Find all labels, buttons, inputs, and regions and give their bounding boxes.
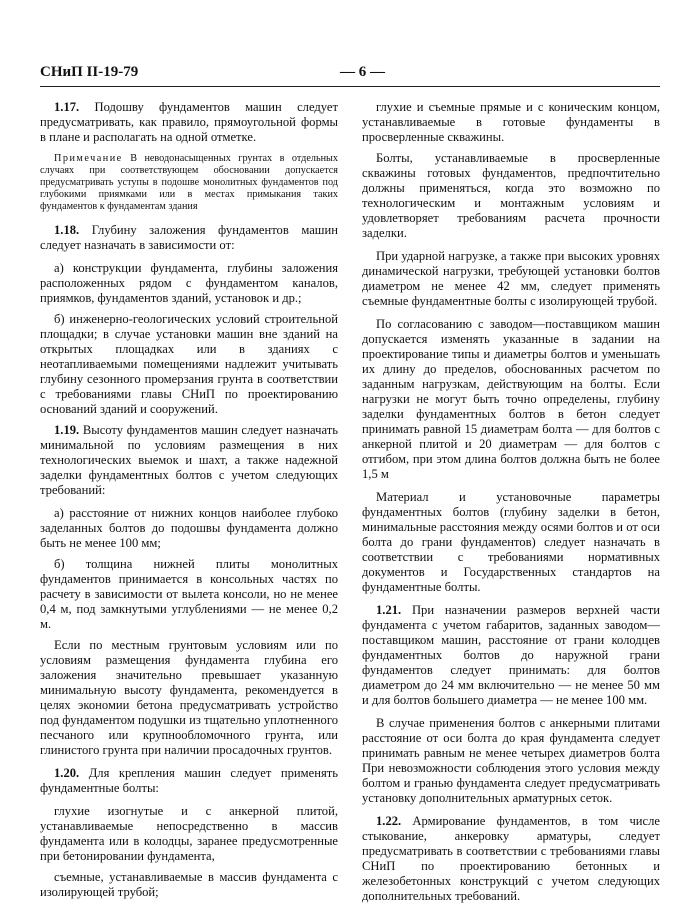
list-item: глухие изогнутые и с анкерной плитой, устанавливаемые непосредственно в массив фундамента или в колодцы, заранее предусмотренные при бетонировании фундамента, [40,804,338,863]
clause-text: Глубину заложения фундаментов машин следует назначать в зависимости от: [40,223,338,252]
paragraph-1-20 [40,766,338,796]
clause-number: 1.18. [54,223,80,237]
clause-text: При назначении размеров верхней части фундамента с учетом габаритов, заданных заводом—поставщиком машин, расстояние от грани колодцев фундаментных болтов до наружной грани фундаментов следует принимать: для болтов диаметром до 24 мм включительно — не менее 50 мм и для болтов большего диаметра — не менее 100 мм. [362,603,660,707]
paragraph: глухие и съемные прямые и с коническим концом, устанавливаемые в готовые фундаменты в просверленные скважины. [362,100,660,144]
paragraph-1-17 [40,100,338,145]
clause-number: 1.19. [54,423,80,437]
right-column [362,100,660,912]
clause-text: Высоту фундаментов машин следует назначать минимальной по условиям размещения в них технологических выемок и шахт, а также надежной заделки фундаментных болтов с учетом следующих требований: [40,423,338,497]
clause-text: Подошву фундаментов машин следует предусматривать, как правило, прямоугольной формы в плане и располагать на одной отметке. [40,100,338,144]
left-column [40,100,338,906]
document-code: СНиП II-19-79 [40,64,139,80]
list-item: а) расстояние от нижних концов наиболее глубоко заделанных болтов до подошвы фундамента должно быть не менее 100 мм; [40,506,338,550]
clause-number: 1.21. [376,603,402,617]
paragraph-1-18 [40,223,338,253]
note-paragraph [40,153,338,213]
paragraph: Болты, устанавливаемые в просверленные скважины готовых фундаментов, предпочтительно должны применяться, когда это возможно по технологическим и монтажным условиям и удовлетворяет требованиям расчета прочности заделки. [362,151,660,240]
list-item: съемные, устанавливаемые в массив фундамента с изолирующей трубой; [40,870,338,899]
note-label: Примечание [54,153,123,164]
paragraph-1-21 [362,603,660,708]
page-number: — 6 — [340,64,385,80]
clause-text: Для крепления машин следует применять фундаментные болты: [40,766,338,795]
paragraph: Если по местным грунтовым условиям или по условиям размещения фундамента глубина его заложения значительно превышает указанную минимальную высоту фундамента, рекомендуется в целях экономии бетона предусматривать устройство под фундаментом подушки из тщательно уплотненного песчаного или крупнообломочного грунта, или глинистого грунта при наличии просадочных грунтов. [40,638,338,757]
list-item: б) инженерно-геологических условий строительной площадки; в случае установки машин вне зданий на открытых площадках или в зданиях с неотапливаемыми помещениями надлежит учитывать глубину сезонного промерзания грунта в соответствии с требованиями главы СНиП по проектированию оснований зданий и сооружений. [40,312,338,416]
paragraph: Материал и установочные параметры фундаментных болтов (глубину заделки в бетон, минимальные расстояния между осями болтов и от оси болта до грани фундаментов) следует назначать в соответствии с требованиями нормативных документов и Государственных стандартов на фундаментные болты. [362,490,660,594]
paragraph: По согласованию с заводом—поставщиком машин допускается изменять указанные в задании на проектирование типы и диаметры болтов и уменьшать их длину до пределов, обоснованных расчетом по заданным нагрузкам, действующим на болты. Если нагрузки не могут быть точно определены, глубину заделки фундаментных болтов в бетон следует принимать равной 15 диаметрам болта — для болтов с анкерной плитой и 20 диаметрам — для болтов с отгибом, при этом длина болтов должна быть не более 1,5 м [362,317,660,481]
paragraph-1-19 [40,423,338,498]
paragraph: При ударной нагрузке, а также при высоких уровнях динамической нагрузки, требующей установки болтов диаметром не менее 42 мм, следует применять съемные фундаментные болты с изолирующей трубой. [362,249,660,308]
paragraph: В случае применения болтов с анкерными плитами расстояние от оси болта до края фундамента следует принимать равным не менее четырех диаметров болта При невозможности соблюдения этого условия между болтом и гранью фундамента следует предусматривать установку дополнительных арматурных сеток. [362,716,660,805]
page-header [40,64,660,87]
note-text: В неводонасыщенных грунтах в отдельных случаях при соответствующем обосновании допускается предусматривать уступы в подошве монолитных фундаментов под глубокими приямками или в местах примыкания таких фундаментов к фундаментам здания [40,153,338,212]
clause-number: 1.22. [376,814,402,828]
clause-number: 1.17. [54,100,80,114]
list-item: а) конструкции фундамента, глубины заложения расположенных рядом с фундаментом каналов, приямков, фундаментов зданий, установок и др.; [40,261,338,305]
clause-text: Армирование фундаментов, в том числе стыкование, анкеровку арматуры, следует предусматривать в соответствии с требованиями главы СНиП по проектированию бетонных и железобетонных конструкций с учетом следующих дополнительных требований. [362,814,661,903]
clause-number: 1.20. [54,766,80,780]
list-item: б) толщина нижней плиты монолитных фундаментов принимается в консольных частях по расчету в зависимости от вылета консоли, но не менее 0,4 м, под замкнутыми углублениями — не менее 0,2 м. [40,557,338,631]
paragraph-1-22 [362,814,660,904]
